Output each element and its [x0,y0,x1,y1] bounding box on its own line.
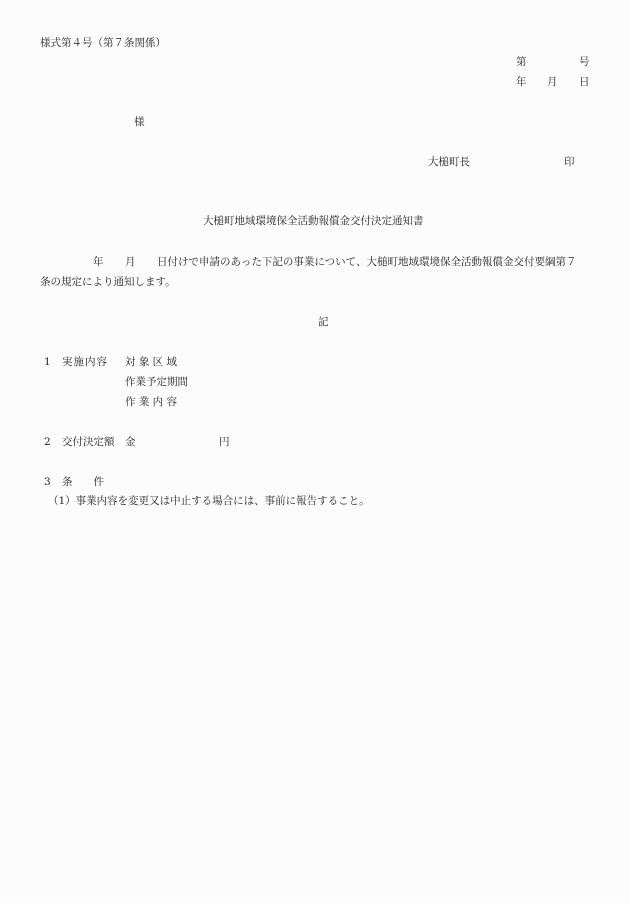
body-line1: 日付けで申請のあった下記の事業について、大槌町地域環境保全活動報償金交付要綱第７ [157,256,577,268]
item-1-sub-target-area: 対 象 区 域 [125,356,178,368]
item-3-number: 3 [44,476,51,488]
body-line2: 条の規定により通知します。 [40,276,176,288]
ki-heading: 記 [318,316,329,328]
body-year: 年 [93,256,104,268]
item-2-number: 2 [44,436,51,448]
item-2-label: 交付決定額 [62,436,115,448]
body-month: 月 [125,256,136,268]
doc-number-suffix: 号 [579,56,590,68]
issuer-seal: 印 [564,156,575,168]
issuer-title: 大槌町長 [428,156,470,168]
date-day: 日 [579,76,590,88]
item-1-sub-content: 作 業 内 容 [125,396,178,408]
item-2-amount-suffix: 円 [219,436,230,448]
item-3-label: 条 件 [62,476,104,488]
item-1-label: 実施内容 [62,356,108,368]
item-2-amount-prefix: 金 [125,436,136,448]
date-year: 年 [516,76,527,88]
item-1-sub-schedule: 作業予定期間 [125,376,188,388]
addressee-suffix: 様 [134,116,145,128]
item-1-number: 1 [44,356,51,368]
doc-number-prefix: 第 [516,56,527,68]
form-number: 様式第４号（第７条関係） [40,37,166,49]
date-month: 月 [547,76,558,88]
item-3-condition-1: （1）事業内容を変更又は中止する場合には、事前に報告すること。 [48,495,370,507]
document-title: 大槌町地域環境保全活動報償金交付決定通知書 [203,215,424,227]
